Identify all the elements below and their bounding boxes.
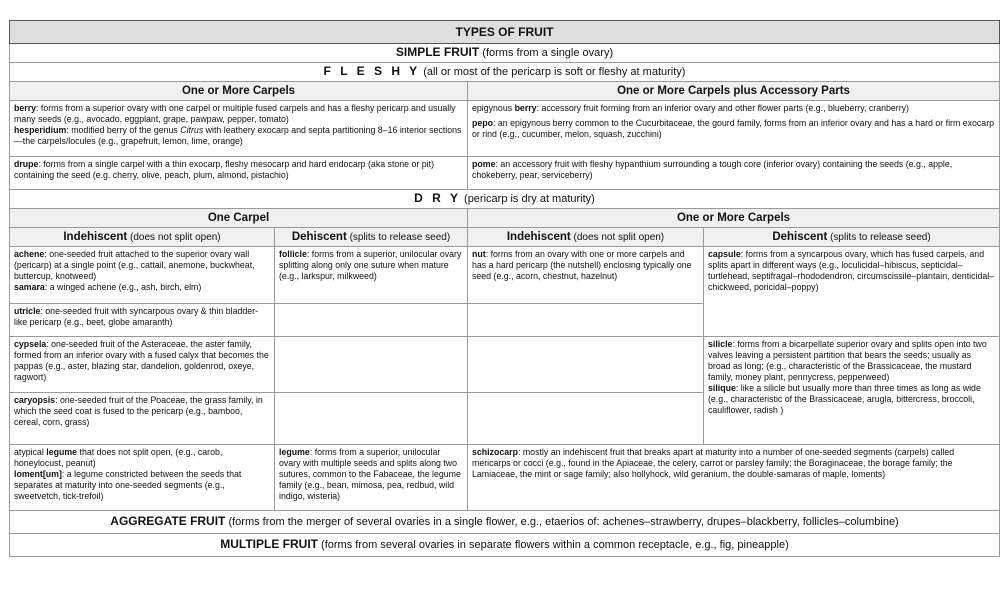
epigynous-term: berry [514, 103, 537, 113]
samara-text: : a winged achene (e.g., ash, birch, elm) [44, 282, 202, 292]
atypical-legume-term: legume [46, 447, 78, 457]
dehiscent-header-2 [704, 228, 1000, 247]
legume-term: legume [279, 447, 310, 457]
caryopsis-term: caryopsis [14, 395, 56, 405]
drupe-text: : forms from a single carpel with a thin exocarp, fleshy mesocarp and hard endocarp (aka stone or pit) containing the seed (e.g. cherry, olive, peach, plum, almond, pistachio) [14, 159, 435, 180]
multiple-fruit-label: MULTIPLE FRUIT [220, 537, 318, 551]
follicle-term: follicle [279, 249, 307, 259]
hesperidium-text1: : modified berry of the genus [66, 125, 181, 135]
follicle-text: : forms from a superior, unilocular ovary splitting along only one suture when mature (e.g., larkspur, milkweed) [279, 249, 462, 281]
fruit-types-table [9, 20, 1000, 557]
nut-text: : forms from an ovary with one or more carpels and has a hard pericarp (the nutshell) enclosing typically one seed (e.g., acorn, chestnut, hazelnut) [472, 249, 692, 281]
multiple-fruit-desc: (forms from several ovaries in separate flowers within a common receptacle, e.g., fig, pineapple) [318, 539, 789, 551]
fleshy-col2-header: One or More Carpels plus Accessory Parts [468, 82, 1000, 101]
cypsela-cell [10, 337, 275, 393]
aggregate-fruit-row [10, 511, 1000, 534]
drupe-term: drupe [14, 159, 39, 169]
indehiscent-desc: (does not split open) [130, 231, 221, 243]
indehiscent-header-1 [10, 228, 275, 247]
indehiscent-label: Indehiscent [63, 230, 128, 243]
empty-cell [275, 337, 468, 393]
fleshy-desc: (all or most of the pericarp is soft or fleshy at maturity) [423, 66, 686, 78]
empty-cell [275, 393, 468, 445]
silicle-cell [704, 337, 1000, 445]
more-carpels-header: One or More Carpels [468, 209, 1000, 228]
caryopsis-cell [10, 393, 275, 445]
dry-desc: (pericarp is dry at maturity) [464, 193, 595, 205]
utricle-text: : one-seeded fruit with syncarpous ovary & thin bladder-like pericarp (e.g., beet, globe amaranth) [14, 306, 259, 327]
multiple-fruit-row [10, 534, 1000, 557]
empty-cell [468, 304, 704, 337]
simple-fruit-row [10, 44, 1000, 63]
dry-label: D R Y [414, 191, 461, 205]
nut-cell [468, 247, 704, 304]
silicle-text: : forms from a bicarpellate superior ovary and splits open into two valves leaving a persistent partition that bears the seeds; usually as broad as long; (e.g., characteristic of the Brassicaceae, the mustard family, money plant, pennycress, pepperweed) [708, 339, 987, 382]
loment-term: loment[um] [14, 469, 62, 479]
dehiscent-label: Dehiscent [772, 230, 828, 243]
drupe-cell [10, 157, 468, 190]
dehiscent-desc: (splits to release seed) [349, 231, 451, 243]
fleshy-row [10, 63, 1000, 82]
achene-term: achene [14, 249, 45, 259]
legume-cell [275, 445, 468, 511]
empty-cell [468, 393, 704, 445]
nut-term: nut [472, 249, 486, 259]
fleshy-label: F L E S H Y [323, 64, 421, 78]
simple-fruit-desc: (forms from a single ovary) [482, 47, 614, 59]
empty-cell [468, 337, 704, 393]
capsule-text: : forms from a syncarpous ovary, which has fused carpels, and splits apart in different ways (e.g., loculicidal–hibiscus, septicidal–turtlehead, septifragal–rhododendron, circumscissile–plantain, denticidal–chickweed, poricidal–poppy) [708, 249, 995, 292]
schizocarp-term: schizocarp [472, 447, 518, 457]
aggregate-fruit-desc: (forms from the merger of several ovaries in a single flower, e.g., etaerios of: achenes–strawberry, drupes–blackberry, follicles–columbine) [225, 516, 899, 528]
achene-text: : one-seeded fruit attached to the superior ovary wall (pericarp) at a single point (e.g., cattail, anemone, buckwheat, buttercup, knotweed) [14, 249, 255, 281]
hesperidium-text2: with leathery exocarp and septa partitioning 8–16 interior sections—the carpels/locules (e.g., grapefruit, lemon, lime, orange) [14, 125, 462, 146]
follicle-cell [275, 247, 468, 304]
pome-text: : an accessory fruit with fleshy hypanthium surrounding a tough core (inferior ovary) containing the seeds (e.g., apple, chokeberry, pear, serviceberry) [472, 159, 953, 180]
table-title: TYPES OF FRUIT [10, 21, 1000, 44]
legume-text: : forms from a superior, unilocular ovary with multiple seeds and splits along two sutures, common to the Fabaceae, the legume family (e.g., bean, mimosa, pea, redbud, wild indigo, wisteria) [279, 447, 461, 501]
achene-cell [10, 247, 275, 304]
caryopsis-text: : one-seeded fruit of the Poaceae, the grass family, in which the seed coat is fused to the pericarp (e.g., bamboo, cereal, corn, grass) [14, 395, 263, 427]
berry-term: berry [14, 103, 37, 113]
atypical-legume-cell [10, 445, 275, 511]
fleshy-col1-header: One or More Carpels [10, 82, 468, 101]
capsule-term: capsule [708, 249, 741, 259]
epigynous-text: : accessory fruit forming from an inferior ovary and other flower parts (e.g., blueberry, cranberry) [536, 103, 909, 113]
hesperidium-term: hesperidium [14, 125, 67, 135]
indehiscent-label: Indehiscent [506, 230, 571, 243]
epigynous-berry-cell [468, 101, 1000, 157]
schizocarp-cell [468, 445, 1000, 511]
hesperidium-genus: Citrus [180, 125, 204, 135]
epigynous-prefix: epigynous [472, 103, 515, 113]
silicle-term: silicle [708, 339, 733, 349]
atypical-legume-text: that does not split open, (e.g., carob, honeylocust, peanut) [14, 447, 223, 468]
schizocarp-text: : mostly an indehiscent fruit that breaks apart at maturity into a number of one-seeded segments (carpels) called mericarps or cocci (e.g., found in the Apiaceae, the celery, carrot or parsley family; the Boraginaceae, the borage family; the Lamiaceae, the mint or sage family; also hollyhock, wild geranium, the double-samaras of maple, loments) [472, 447, 955, 479]
one-carpel-header: One Carpel [10, 209, 468, 228]
silique-text: : like a silicle but usually more than three times as long as wide (e.g., characteristic of the Brassicaceae, arugla, bittercress, broccoli, cauliflower, radish ) [708, 383, 981, 415]
pome-cell [468, 157, 1000, 190]
dehiscent-desc: (splits to release seed) [830, 231, 931, 243]
aggregate-fruit-label: AGGREGATE FRUIT [110, 514, 226, 528]
pepo-text: : an epigynous berry common to the Cucurbitaceae, the gourd family, forms from an inferior ovary and has a hard or firm exocarp or rind (e.g., cucumber, melon, squash, zucchini) [472, 118, 995, 139]
silique-term: silique [708, 383, 736, 393]
berry-text: : forms from a superior ovary with one carpel or multiple fused carpels and has a fleshy pericarp and usually many seeds (e.g., avocado, eggplant, grape, pawpaw, pepper, tomato) [14, 103, 456, 124]
atypical-prefix: atypical [14, 447, 47, 457]
utricle-cell [10, 304, 275, 337]
dry-row [10, 190, 1000, 209]
empty-cell [275, 304, 468, 337]
utricle-term: utricle [14, 306, 41, 316]
cypsela-term: cypsela [14, 339, 47, 349]
berry-cell [10, 101, 468, 157]
samara-term: samara [14, 282, 45, 292]
cypsela-text: : one-seeded fruit of the Asteraceae, the aster family, formed from an inferior ovary with a fused calyx that becomes the pappas (e.g., aster, blazing star, dandelion, goldenrod, oxeye, ragwort) [14, 339, 269, 382]
dehiscent-header-1 [275, 228, 468, 247]
simple-fruit-label: SIMPLE FRUIT [395, 45, 480, 59]
loment-text: : a legume constricted between the seeds that separates at maturity into one-seeded segments (e.g., sweetvetch, tick-trefoil) [14, 469, 242, 501]
dehiscent-label: Dehiscent [291, 230, 347, 243]
indehiscent-desc: (does not split open) [573, 231, 665, 243]
pepo-term: pepo [472, 118, 494, 128]
capsule-cell [704, 247, 1000, 337]
indehiscent-header-2 [468, 228, 704, 247]
pome-term: pome [472, 159, 496, 169]
